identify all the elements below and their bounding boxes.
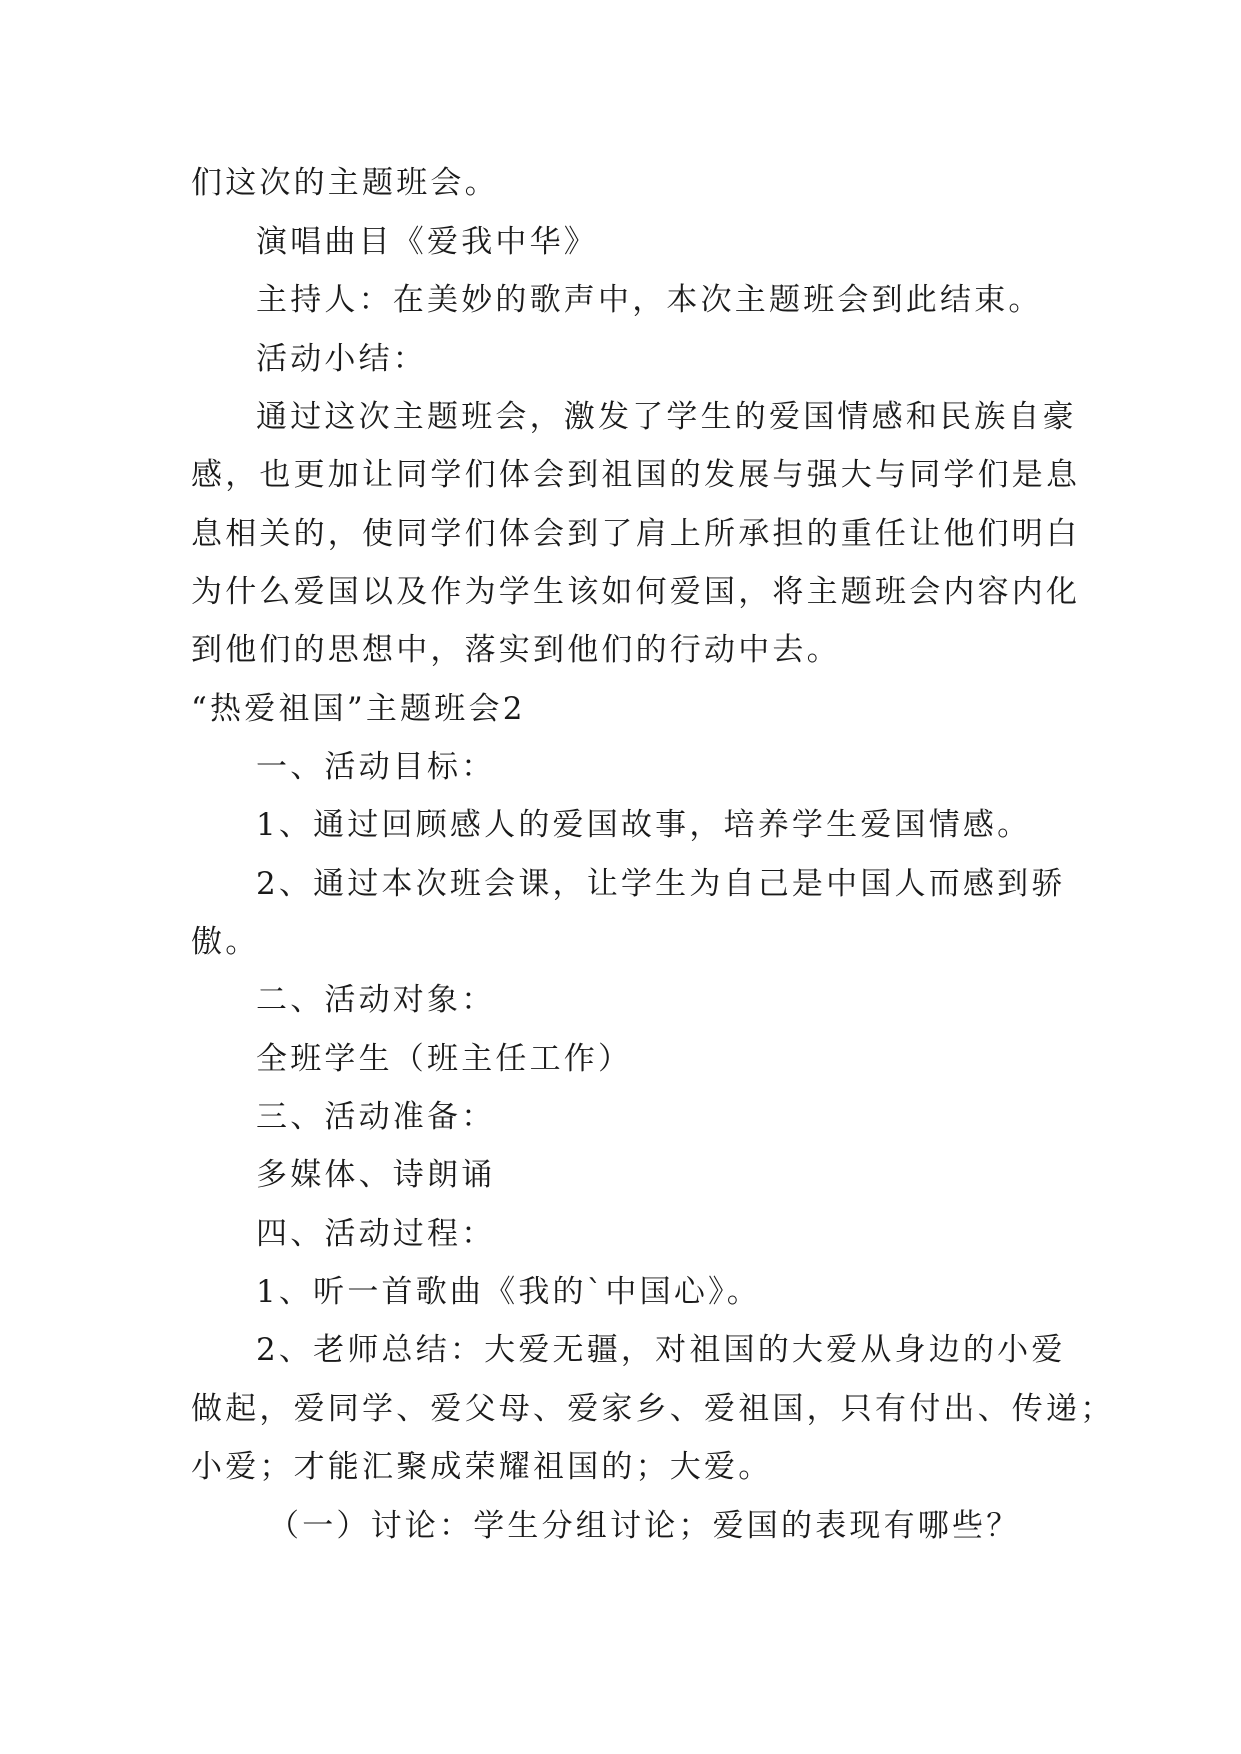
text-line: 多媒体、诗朗诵: [256, 1157, 496, 1193]
text-line: （一）讨论：学生分组讨论；爱国的表现有哪些？: [268, 1508, 1021, 1544]
text-line: 做起，爱同学、爱父母、爱家乡、爱祖国，只有付出、传递；: [191, 1391, 1115, 1427]
text-line: 2、老师总结：大爱无疆，对祖国的大爱从身边的小爱: [256, 1332, 1066, 1368]
text-line: 傲。: [191, 924, 260, 960]
text-line: 二、活动对象：: [256, 982, 496, 1018]
text-line: 1、听一首歌曲《我的`中国心》。: [256, 1274, 761, 1310]
text-line: 息相关的，使同学们体会到了肩上所承担的重任让他们明白: [191, 516, 1081, 552]
text-line: 三、活动准备：: [256, 1099, 496, 1135]
text-line: 演唱曲目《爱我中华》: [256, 224, 598, 260]
text-line: 们这次的主题班会。: [191, 165, 499, 201]
text-line: 为什么爱国以及作为学生该如何爱国，将主题班会内容内化: [191, 574, 1081, 610]
text-line: 一、活动目标：: [256, 749, 496, 785]
text-line: 到他们的思想中，落实到他们的行动中去。: [191, 632, 841, 668]
text-line: 小爱；才能汇聚成荣耀祖国的；大爱。: [191, 1449, 773, 1485]
text-line: 全班学生（班主任工作）: [256, 1041, 633, 1077]
text-line: 1、通过回顾感人的爱国故事，培养学生爱国情感。: [256, 807, 1032, 843]
section-heading: “热爱祖国”主题班会2: [191, 691, 526, 727]
text-line: 2、通过本次班会课，让学生为自己是中国人而感到骄: [256, 866, 1066, 902]
text-line: 通过这次主题班会，激发了学生的爱国情感和民族自豪: [256, 399, 1077, 435]
text-line: 活动小结：: [256, 341, 427, 377]
text-line: 四、活动过程：: [256, 1216, 496, 1252]
text-line: 感，也更加让同学们体会到祖国的发展与强大与同学们是息: [191, 457, 1081, 493]
text-line: 主持人：在美妙的歌声中，本次主题班会到此结束。: [256, 282, 1043, 318]
